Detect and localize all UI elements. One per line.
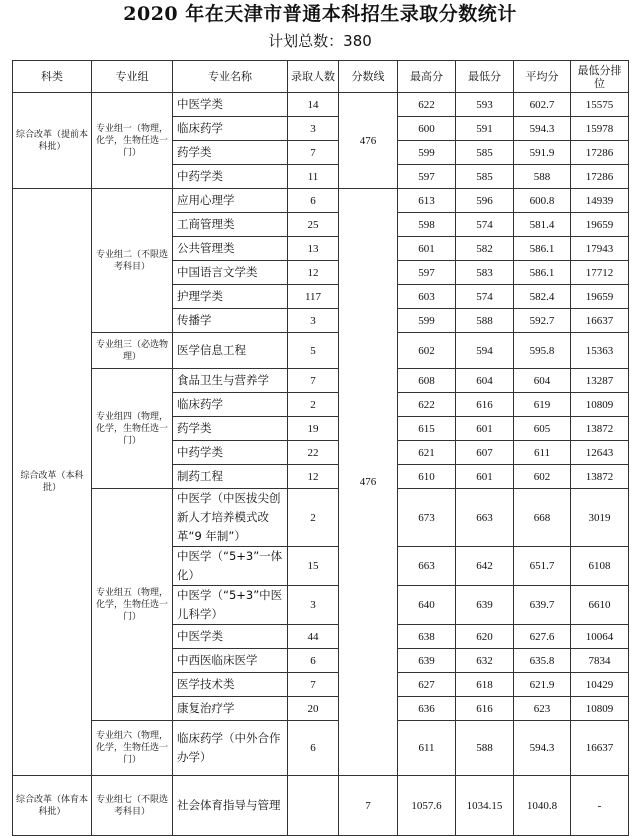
min-rank-cell: 17712 — [571, 261, 629, 285]
max-score-cell: 598 — [398, 213, 456, 237]
min-rank-cell: 16637 — [571, 309, 629, 333]
avg-score-cell: 592.7 — [514, 309, 571, 333]
min-rank-cell: 17286 — [571, 141, 629, 165]
major-name-cell: 制药工程 — [173, 465, 288, 489]
page-title: 2020 年在天津市普通本科招生录取分数统计 — [123, 3, 517, 25]
min-score-cell: 585 — [456, 141, 514, 165]
avg-score-cell: 591.9 — [514, 141, 571, 165]
count-cell: 3 — [288, 117, 339, 141]
major-name-cell: 应用心理学 — [173, 189, 288, 213]
table-row — [13, 489, 629, 547]
avg-score-cell: 588 — [514, 165, 571, 189]
count-cell: 2 — [288, 489, 339, 547]
table-row — [13, 721, 629, 776]
min-rank-cell: 15363 — [571, 333, 629, 369]
header-cell: 最低分 — [456, 61, 514, 93]
max-score-cell: 597 — [398, 165, 456, 189]
count-cell: 6 — [288, 189, 339, 213]
max-score-cell: 613 — [398, 189, 456, 213]
max-score-cell: 597 — [398, 261, 456, 285]
count-cell: 6 — [288, 721, 339, 776]
min-score-cell: 632 — [456, 649, 514, 673]
count-cell: 11 — [288, 165, 339, 189]
major-name-cell: 中医学（“5+3”一体化） — [173, 547, 288, 586]
count-cell: 22 — [288, 441, 339, 465]
table-row — [13, 93, 629, 117]
table-row — [13, 369, 629, 393]
header-cell: 录取人数 — [288, 61, 339, 93]
count-cell: 13 — [288, 237, 339, 261]
count-cell: 12 — [288, 261, 339, 285]
min-rank-cell: 10809 — [571, 697, 629, 721]
major-name-cell: 临床药学（中外合作办学） — [173, 721, 288, 776]
table-row — [13, 333, 629, 369]
avg-score-cell: 635.8 — [514, 649, 571, 673]
major-name-cell: 中药学类 — [173, 441, 288, 465]
min-score-cell: 639 — [456, 586, 514, 625]
avg-score-cell: 594.3 — [514, 117, 571, 141]
avg-score-cell: 602.7 — [514, 93, 571, 117]
avg-score-cell: 600.8 — [514, 189, 571, 213]
max-score-cell: 622 — [398, 93, 456, 117]
min-score-cell: 593 — [456, 93, 514, 117]
major-name-cell: 临床药学 — [173, 393, 288, 417]
major-name-cell: 食品卫生与营养学 — [173, 369, 288, 393]
max-score-cell: 627 — [398, 673, 456, 697]
min-score-cell: 620 — [456, 625, 514, 649]
max-score-cell: 608 — [398, 369, 456, 393]
max-score-cell: 602 — [398, 333, 456, 369]
min-score-cell: 594 — [456, 333, 514, 369]
min-rank-cell: 6108 — [571, 547, 629, 586]
max-score-cell: 599 — [398, 141, 456, 165]
count-cell: 15 — [288, 547, 339, 586]
min-rank-cell: 17286 — [571, 165, 629, 189]
min-score-cell: 642 — [456, 547, 514, 586]
major-name-cell: 护理学类 — [173, 285, 288, 309]
min-score-cell: 663 — [456, 489, 514, 547]
min-rank-cell: 3019 — [571, 489, 629, 547]
major-name-cell: 临床药学 — [173, 117, 288, 141]
group-cell: 专业组六（物理，化学，生物任选一门） — [92, 721, 173, 776]
min-score-cell: 616 — [456, 393, 514, 417]
major-name-cell: 康复治疗学 — [173, 697, 288, 721]
group-cell: 专业组七（不限选考科目） — [92, 776, 173, 836]
count-cell: 20 — [288, 697, 339, 721]
count-cell: 2 — [288, 393, 339, 417]
avg-score-cell: 1040.8 — [514, 776, 571, 836]
avg-score-cell: 602 — [514, 465, 571, 489]
major-name-cell: 工商管理类 — [173, 213, 288, 237]
avg-score-cell: 595.8 — [514, 333, 571, 369]
min-score-cell: 596 — [456, 189, 514, 213]
table-header-row — [13, 61, 629, 93]
avg-score-cell: 586.1 — [514, 237, 571, 261]
avg-score-cell: 639.7 — [514, 586, 571, 625]
major-name-cell: 药学类 — [173, 141, 288, 165]
min-rank-cell: 19659 — [571, 213, 629, 237]
max-score-cell: 663 — [398, 547, 456, 586]
avg-score-cell: 605 — [514, 417, 571, 441]
avg-score-cell: 651.7 — [514, 547, 571, 586]
major-name-cell: 中西医临床医学 — [173, 649, 288, 673]
min-score-cell: 588 — [456, 309, 514, 333]
min-rank-cell: 10064 — [571, 625, 629, 649]
count-cell: 12 — [288, 465, 339, 489]
count-cell: 117 — [288, 285, 339, 309]
min-rank-cell: 17943 — [571, 237, 629, 261]
max-score-cell: 640 — [398, 586, 456, 625]
min-rank-cell: 13872 — [571, 465, 629, 489]
max-score-cell: 636 — [398, 697, 456, 721]
min-rank-cell: 15575 — [571, 93, 629, 117]
min-score-cell: 582 — [456, 237, 514, 261]
min-score-cell: 1034.15 — [456, 776, 514, 836]
max-score-cell: 611 — [398, 721, 456, 776]
major-name-cell: 药学类 — [173, 417, 288, 441]
score-line-cell: 476 — [339, 93, 398, 189]
min-score-cell: 604 — [456, 369, 514, 393]
min-score-cell: 601 — [456, 417, 514, 441]
header-cell: 最高分 — [398, 61, 456, 93]
major-name-cell: 医学技术类 — [173, 673, 288, 697]
header-cell: 专业组 — [92, 61, 173, 93]
min-score-cell: 591 — [456, 117, 514, 141]
max-score-cell: 673 — [398, 489, 456, 547]
table-row — [13, 776, 629, 836]
category-cell: 综合改革（体育本科批） — [13, 776, 92, 836]
min-score-cell: 607 — [456, 441, 514, 465]
min-rank-cell: 12643 — [571, 441, 629, 465]
min-score-cell: 574 — [456, 285, 514, 309]
major-name-cell: 中医学（中医拔尖创新人才培养模式改革“9 年制”） — [173, 489, 288, 547]
score-line-cell: 476 — [339, 189, 398, 776]
max-score-cell: 603 — [398, 285, 456, 309]
avg-score-cell: 668 — [514, 489, 571, 547]
max-score-cell: 622 — [398, 393, 456, 417]
group-cell: 专业组四（物理，化学，生物任选一门） — [92, 369, 173, 489]
max-score-cell: 1057.6 — [398, 776, 456, 836]
min-rank-cell: 13872 — [571, 417, 629, 441]
plan-total: 计划总数：380 — [268, 32, 372, 50]
category-cell: 综合改革（提前本科批） — [13, 93, 92, 189]
major-name-cell: 医学信息工程 — [173, 333, 288, 369]
min-score-cell: 574 — [456, 213, 514, 237]
count-cell: 14 — [288, 93, 339, 117]
group-cell: 专业组二（不限选考科目） — [92, 189, 173, 333]
header-cell: 最低分排位 — [571, 61, 629, 93]
count-cell: 3 — [288, 309, 339, 333]
count-cell — [288, 776, 339, 836]
max-score-cell: 601 — [398, 237, 456, 261]
group-cell: 专业组一（物理，化学，生物任选一门） — [92, 93, 173, 189]
min-score-cell: 601 — [456, 465, 514, 489]
score-line-cell: 7 — [339, 776, 398, 836]
header-cell: 平均分 — [514, 61, 571, 93]
max-score-cell: 621 — [398, 441, 456, 465]
avg-score-cell: 594.3 — [514, 721, 571, 776]
min-score-cell: 616 — [456, 697, 514, 721]
min-score-cell: 618 — [456, 673, 514, 697]
major-name-cell: 传播学 — [173, 309, 288, 333]
count-cell: 25 — [288, 213, 339, 237]
major-name-cell: 中医学类 — [173, 625, 288, 649]
avg-score-cell: 582.4 — [514, 285, 571, 309]
max-score-cell: 610 — [398, 465, 456, 489]
min-score-cell: 585 — [456, 165, 514, 189]
max-score-cell: 638 — [398, 625, 456, 649]
header-cell: 科类 — [13, 61, 92, 93]
avg-score-cell: 627.6 — [514, 625, 571, 649]
max-score-cell: 615 — [398, 417, 456, 441]
count-cell: 6 — [288, 649, 339, 673]
table-row — [13, 189, 629, 213]
min-rank-cell: - — [571, 776, 629, 836]
max-score-cell: 600 — [398, 117, 456, 141]
avg-score-cell: 586.1 — [514, 261, 571, 285]
major-name-cell: 中国语言文学类 — [173, 261, 288, 285]
min-rank-cell: 6610 — [571, 586, 629, 625]
admission-score-table — [12, 60, 629, 836]
avg-score-cell: 623 — [514, 697, 571, 721]
avg-score-cell: 581.4 — [514, 213, 571, 237]
avg-score-cell: 611 — [514, 441, 571, 465]
group-cell: 专业组五（物理，化学，生物任选一门） — [92, 489, 173, 721]
min-rank-cell: 10809 — [571, 393, 629, 417]
count-cell: 5 — [288, 333, 339, 369]
header-cell: 分数线 — [339, 61, 398, 93]
min-rank-cell: 19659 — [571, 285, 629, 309]
major-name-cell: 中医学（“5+3”中医儿科学） — [173, 586, 288, 625]
major-name-cell: 公共管理类 — [173, 237, 288, 261]
header-cell: 专业名称 — [173, 61, 288, 93]
min-score-cell: 583 — [456, 261, 514, 285]
min-rank-cell: 13287 — [571, 369, 629, 393]
avg-score-cell: 621.9 — [514, 673, 571, 697]
avg-score-cell: 604 — [514, 369, 571, 393]
count-cell: 7 — [288, 141, 339, 165]
count-cell: 7 — [288, 369, 339, 393]
count-cell: 3 — [288, 586, 339, 625]
max-score-cell: 599 — [398, 309, 456, 333]
min-rank-cell: 16637 — [571, 721, 629, 776]
count-cell: 19 — [288, 417, 339, 441]
max-score-cell: 639 — [398, 649, 456, 673]
category-cell: 综合改革（本科批） — [13, 189, 92, 776]
count-cell: 44 — [288, 625, 339, 649]
min-rank-cell: 10429 — [571, 673, 629, 697]
major-name-cell: 社会体育指导与管理 — [173, 776, 288, 836]
min-rank-cell: 7834 — [571, 649, 629, 673]
group-cell: 专业组三（必选物理） — [92, 333, 173, 369]
count-cell: 7 — [288, 673, 339, 697]
min-rank-cell: 14939 — [571, 189, 629, 213]
min-score-cell: 588 — [456, 721, 514, 776]
avg-score-cell: 619 — [514, 393, 571, 417]
min-rank-cell: 15978 — [571, 117, 629, 141]
major-name-cell: 中医学类 — [173, 93, 288, 117]
major-name-cell: 中药学类 — [173, 165, 288, 189]
